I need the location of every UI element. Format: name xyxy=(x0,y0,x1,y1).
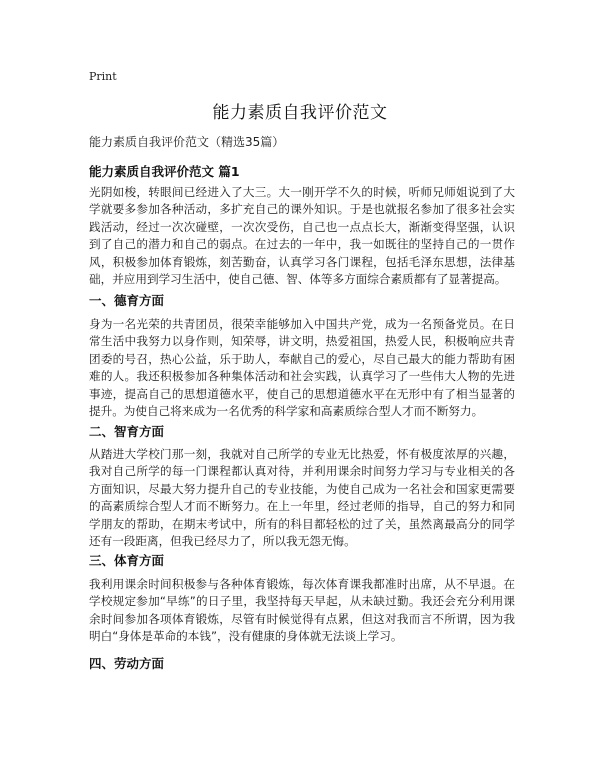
document-subtitle: 能力素质自我评价范文（精选35篇） xyxy=(89,135,285,149)
section-heading-intellectual: 二、智育方面 xyxy=(89,424,165,439)
section-heading-labor: 四、劳动方面 xyxy=(89,656,165,671)
document-title: 能力素质自我评价范文 xyxy=(212,103,388,123)
section-paragraph-moral: 身为一名光荣的共青团员，很荣幸能够加入中国共产党，成为一名预备党员。在日常生活中我努力以身作则，知荣辱，讲文明，热爱祖国，热爱人民，积极响应共青团委的号召，热心公益，乐于助人，奉献自己的爱心，尽自己最大的能力帮助有困难的人。我还积极参加各种集体活动和社会实践，认真学习了一些伟大人物的先进事迹，提高自己的思想道德水平，使自己的思想道德水平在无形中有了相当显著的提升。为使自己将来成为一名优秀的科学家和高素质综合型人才而不断努力。 xyxy=(89,317,515,419)
section-title: 能力素质自我评价范文 篇1 xyxy=(89,164,240,179)
section-heading-moral: 一、德育方面 xyxy=(89,293,165,308)
intro-paragraph: 光阴如梭，转眼间已经进入了大三。大一刚开学不久的时候，听师兄师姐说到了大学就要多参加各种活动，多扩充自己的课外知识。于是也就报名参加了很多社会实践活动，经过一次次碰壁，一次次受伤，自己也一点点长大，渐渐变得坚强，认识到了自己的潜力和自己的弱点。在过去的一年中，我一如既往的坚持自己的一贯作风，积极参加体育锻炼，刻苦勤奋，认真学习各门课程，包括毛泽东思想，法律基础，并应用到学习生活中，使自己德、智、体等多方面综合素质都有了显著提高。 xyxy=(89,185,515,287)
section-paragraph-intellectual: 从踏进大学校门那一刻，我就对自己所学的专业无比热爱，怀有极度浓厚的兴趣，我对自己所学的每一门课程都认真对待，并利用课余时间努力学习与专业相关的各方面知识，尽最大努力提升自己的专业技能，为使自己成为一名社会和国家更需要的高素质综合型人才而不断努力。在上一年里，经过老师的指导，自己的努力和同学朋友的帮助，在期末考试中，所有的科目都轻松的过了关，虽然离最高分的同学还有一段距离，但我已经尽力了，所以我无怨无悔。 xyxy=(89,447,515,549)
section-heading-physical: 三、体育方面 xyxy=(89,553,165,568)
print-label[interactable]: Print xyxy=(89,70,117,83)
section-paragraph-physical: 我利用课余时间积极参与各种体育锻炼，每次体育课我都准时出席，从不早退。在学校规定参加“早练”的日子里，我坚持每天早起，从未缺过勤。我还会充分利用课余时间参加各项体育锻炼，尽管有时候觉得有点累，但这对我而言不所谓，因为我明白“身体是革命的本钱”，没有健康的身体就无法谈上学习。 xyxy=(89,577,515,644)
